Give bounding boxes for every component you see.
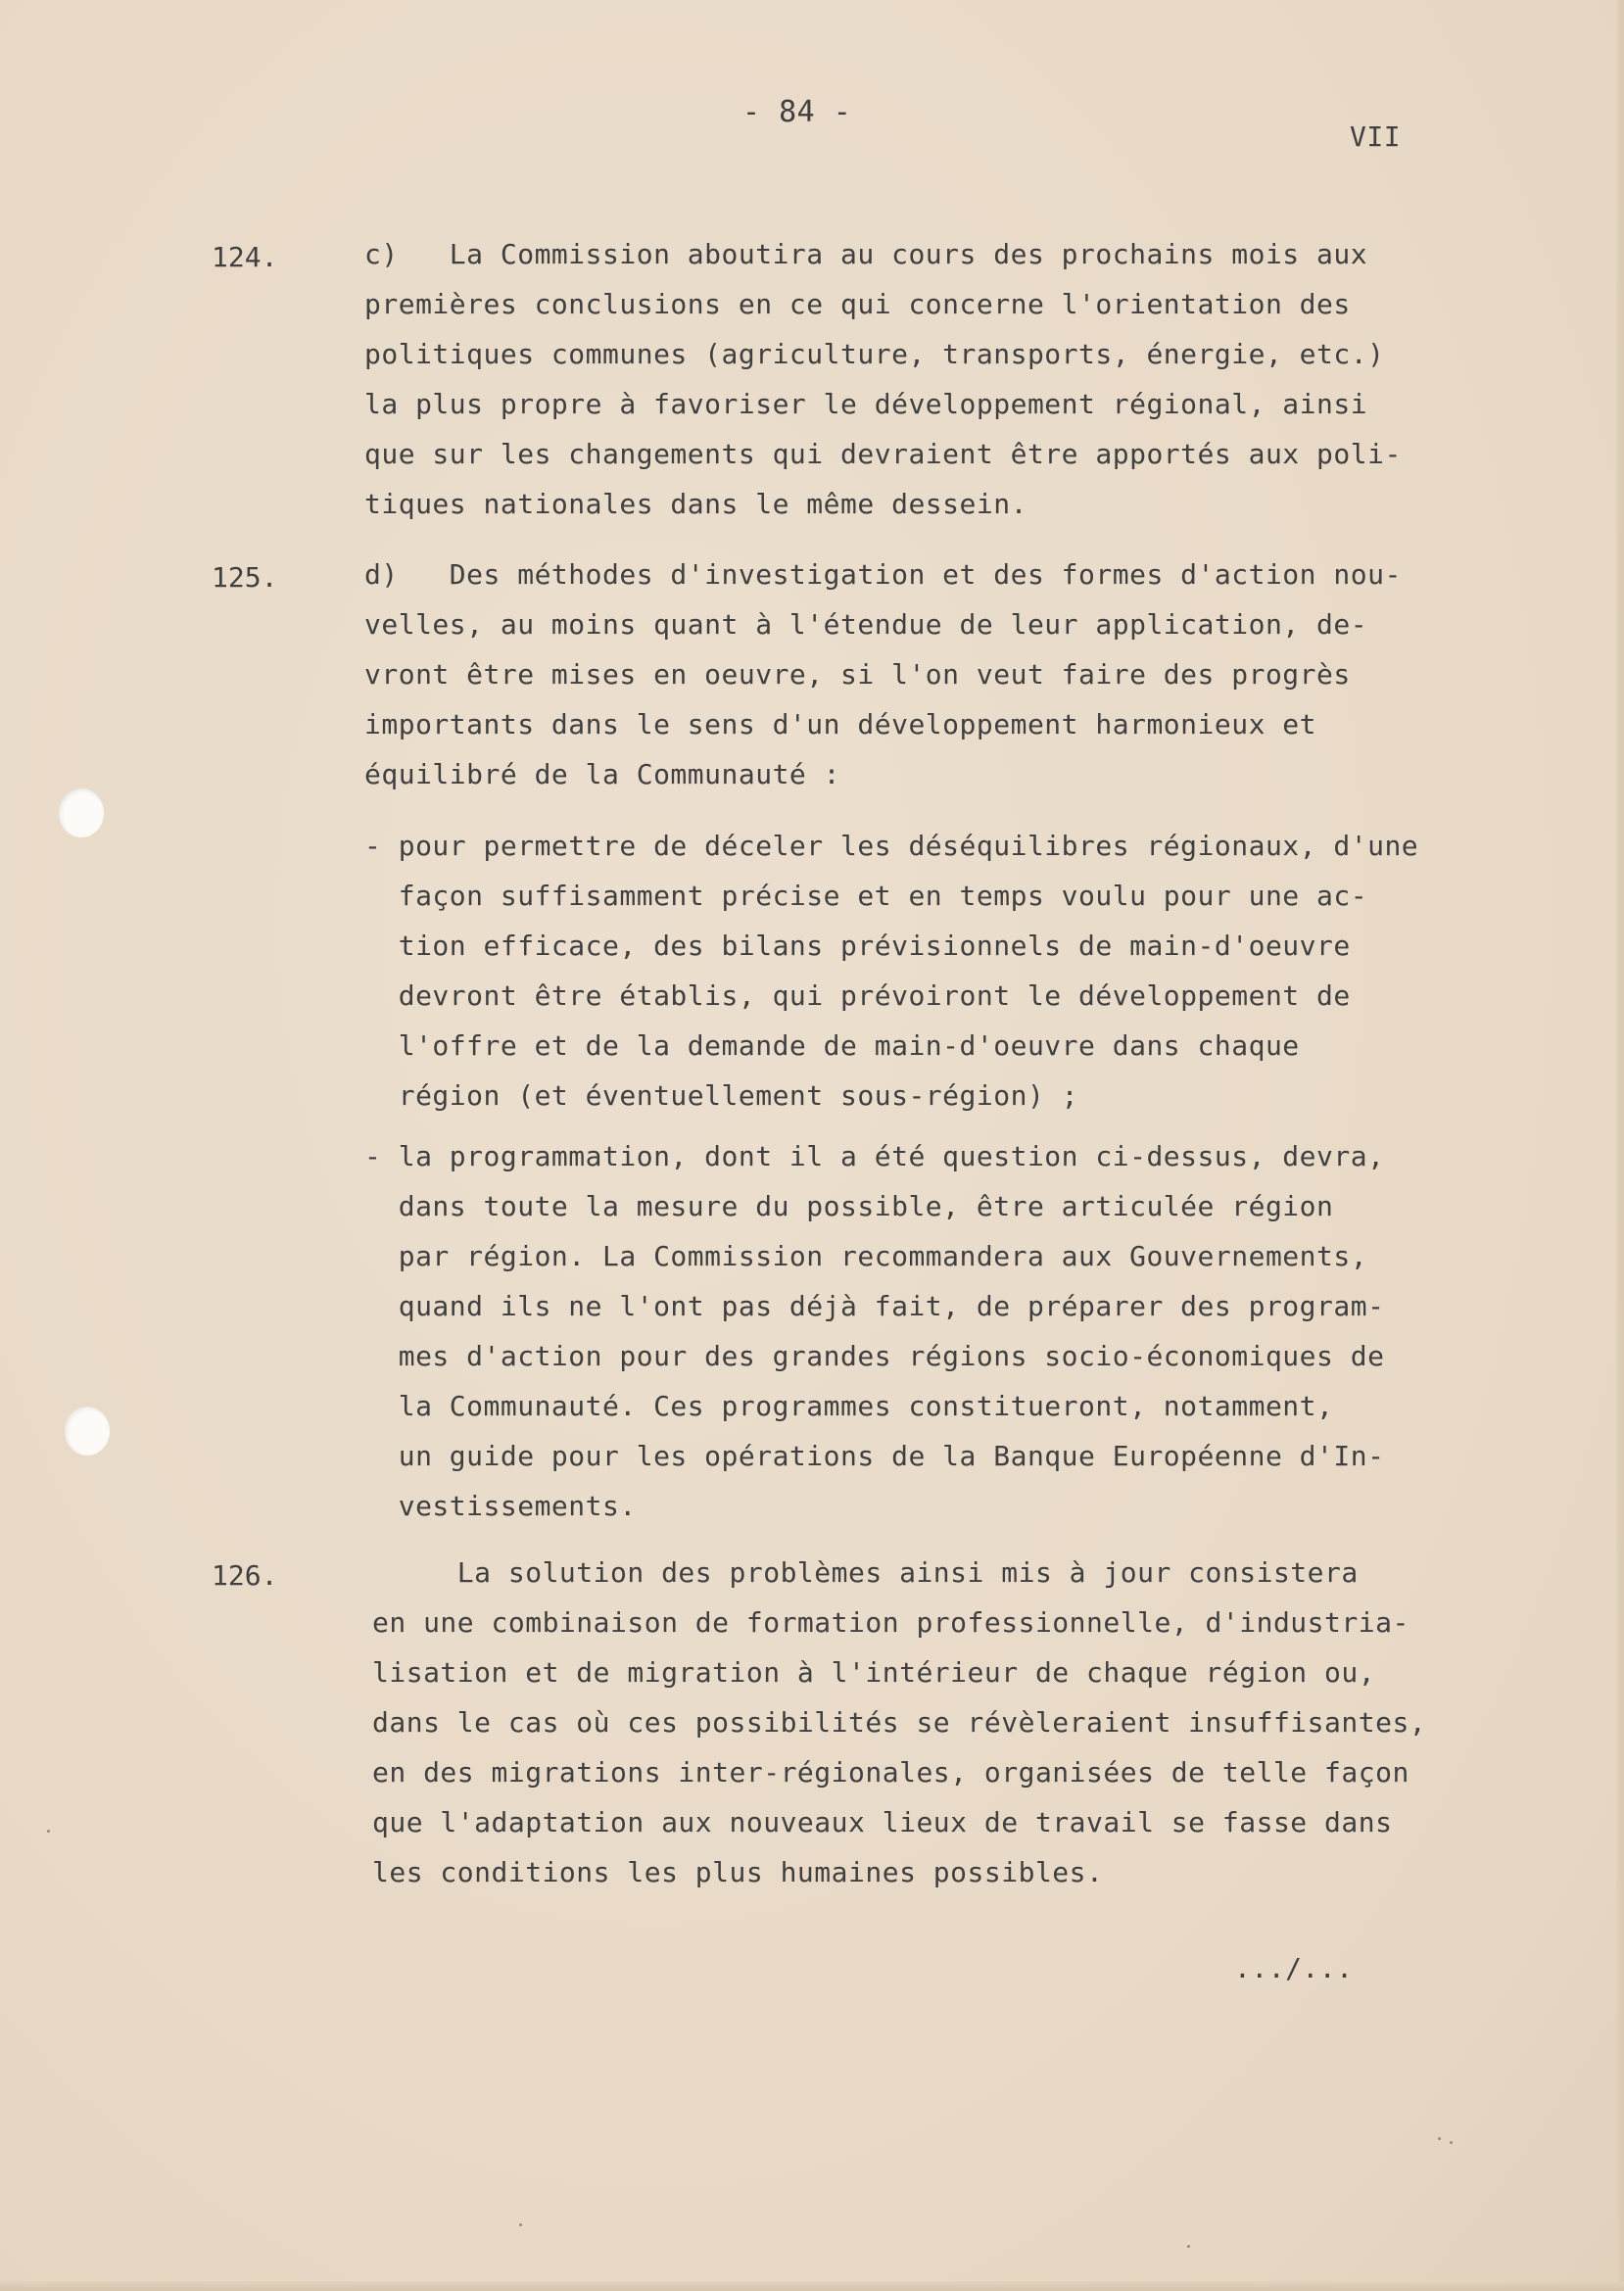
text-line: - la programmation, dont il a été question ci-dessus, devra, [364,1140,1385,1172]
text-line: devront être établis, qui prévoiront le développement de [364,979,1351,1012]
bullet-item [364,1131,1384,1531]
text-line: la plus propre à favoriser le développement régional, ainsi [364,388,1368,420]
text-line: un guide pour les opérations de la Banque Européenne d'In- [364,1440,1385,1472]
text-line: mes d'action pour des grandes régions socio-économiques de [364,1340,1385,1372]
text-line: premières conclusions en ce qui concerne l'orientation des [364,288,1351,320]
paper-speck [1187,2245,1190,2248]
paragraph-number: 124. [212,241,278,273]
text-line: tiques nationales dans le même dessein. [364,488,1027,520]
text-line: les conditions les plus humaines possibles. [372,1856,1104,1888]
paper-speck [47,1830,50,1833]
continuation-mark: .../... [1234,1952,1354,1984]
paper-edge-bottom [0,2281,1624,2291]
text-line: vront être mises en oeuvre, si l'on veut faire des progrès [364,658,1351,691]
bullet-item [364,821,1418,1121]
text-line: - pour permettre de déceler les déséquilibres régionaux, d'une [364,830,1419,862]
paragraph-number: 126. [212,1559,278,1592]
paragraph-126-text [372,1548,1426,1897]
paper-speck [1450,2141,1453,2144]
text-line: par région. La Commission recommandera aux Gouvernements, [364,1240,1368,1272]
text-line: lisation et de migration à l'intérieur de chaque région ou, [372,1656,1376,1689]
text-line: c) La Commission aboutira au cours des prochains mois aux [364,238,1368,270]
punch-hole [65,1407,110,1456]
paper-edge-right [1616,0,1624,2291]
text-line: quand ils ne l'ont pas déjà fait, de préparer des program- [364,1290,1385,1322]
text-line: région (et éventuellement sous-région) ; [364,1079,1079,1112]
paper-speck [519,2223,522,2226]
text-line: équilibré de la Communauté : [364,758,841,790]
text-line: en une combinaison de formation professionnelle, d'industria- [372,1606,1409,1639]
page-number: - 84 - [742,95,852,129]
punch-hole [59,788,104,837]
paragraph-number: 125. [212,561,278,594]
text-line: façon suffisamment précise et en temps voulu pour une ac- [364,880,1368,912]
text-line: tion efficace, des bilans prévisionnels de main-d'oeuvre [364,930,1351,962]
paragraph-125-text [364,549,1402,799]
text-line: en des migrations inter-régionales, organisées de telle façon [372,1756,1409,1789]
text-line: importants dans le sens d'un développement harmonieux et [364,708,1317,740]
paragraph-124-text [364,229,1402,529]
text-line: vestissements. [364,1490,637,1522]
paper-speck [1438,2137,1441,2140]
text-line: que l'adaptation aux nouveaux lieux de travail se fasse dans [372,1806,1393,1838]
text-line: d) Des méthodes d'investigation et des formes d'action nou- [364,558,1402,591]
text-line: La solution des problèmes ainsi mis à jour consistera [372,1556,1359,1589]
text-line: l'offre et de la demande de main-d'oeuvre dans chaque [364,1029,1300,1062]
text-line: que sur les changements qui devraient être apportés aux poli- [364,438,1402,470]
text-line: politiques communes (agriculture, transports, énergie, etc.) [364,338,1385,370]
text-line: velles, au moins quant à l'étendue de leur application, de- [364,608,1368,641]
text-line: dans toute la mesure du possible, être articulée région [364,1190,1334,1222]
text-line: la Communauté. Ces programmes constitueront, notamment, [364,1390,1334,1422]
annex-mark: VII [1350,120,1402,153]
text-line: dans le cas où ces possibilités se révèleraient insuffisantes, [372,1706,1427,1739]
